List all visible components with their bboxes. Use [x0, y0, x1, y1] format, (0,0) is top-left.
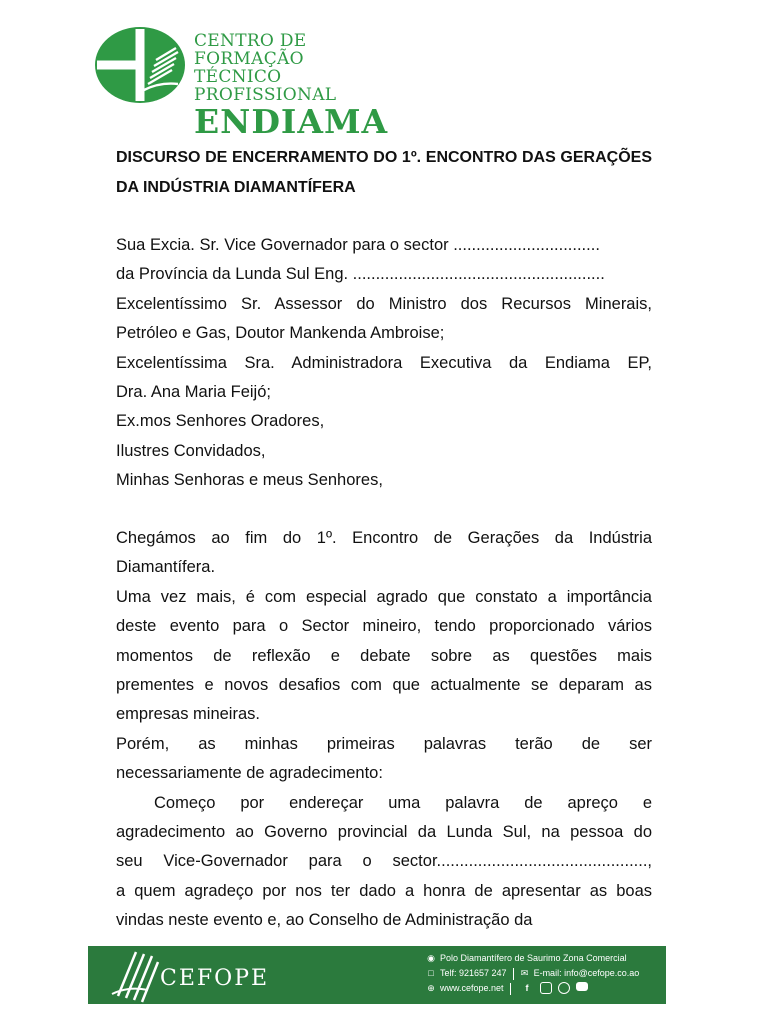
body-paragraphs: [116, 524, 652, 936]
paragraph-line: prementes e novos desafios com que actualmente se deparam as: [116, 676, 652, 695]
footer-email: E-mail: info@cefope.co.ao: [533, 968, 640, 978]
footer-banner: [88, 946, 666, 1004]
paragraph-line: momentos de reflexão e debate sobre as questões mais: [116, 646, 652, 665]
paragraph-line: Porém, as minhas primeiras palavras terão de ser: [116, 734, 652, 753]
salutation-line: Excelentíssimo Sr. Assessor do Ministro dos Recursos Minerais,: [116, 294, 652, 313]
paragraph-line: Uma vez mais, é com especial agrado que constato a importância: [116, 587, 652, 606]
email-icon: ✉: [520, 968, 529, 978]
logo-text: [194, 32, 404, 140]
document-title: DISCURSO DE ENCERRAMENTO DO 1º. ENCONTRO DAS GERAÇÕES DA INDÚSTRIA DIAMANTÍFERA: [116, 149, 652, 196]
separator: [510, 983, 511, 995]
logo-line-2: TÉCNICO PROFISSIONAL: [194, 67, 337, 105]
cefope-logo-icon: [108, 946, 168, 1004]
globe-icon: ⊕: [427, 983, 435, 993]
salutation-block: [116, 231, 652, 496]
logo-line-3: ENDIAMA: [194, 102, 389, 141]
header-logo: [94, 24, 404, 141]
footer-brand: CEFOPE: [160, 966, 270, 991]
separator: [513, 968, 514, 980]
paragraph-line: a quem agradeço por nos ter dado a honra de apresentar as boas: [116, 881, 652, 900]
social-icons: [521, 982, 588, 995]
salutation-line: Petróleo e Gas, Doutor Mankenda Ambroise;: [116, 324, 445, 343]
footer-website: www.cefope.net: [440, 983, 504, 993]
salutation-line: Minhas Senhoras e meus Senhores,: [116, 471, 383, 490]
salutation-line: Sua Excia. Sr. Vice Governador para o sector ................................: [116, 236, 600, 254]
paragraph-line: necessariamente de agradecimento:: [116, 764, 383, 783]
salutation-line: da Província da Lunda Sul Eng. .......................................................: [116, 265, 605, 284]
instagram-icon: [540, 982, 552, 994]
whatsapp-icon: [558, 982, 570, 994]
paragraph-line: deste evento para o Sector mineiro, tendo proporcionado vários: [116, 617, 652, 636]
footer-contact-info: [426, 951, 639, 996]
salutation-line: Ex.mos Senhores Oradores,: [116, 412, 325, 431]
footer-phone: Telf: 921657 247: [440, 968, 507, 978]
paragraph-line: Chegámos ao fim do 1º. Encontro de Gerações da Indústria: [116, 529, 652, 547]
endiama-logo-icon: [94, 26, 186, 104]
facebook-icon: f: [525, 983, 529, 993]
paragraph-line: empresas mineiras.: [116, 705, 260, 724]
paragraph-line: agradecimento ao Governo provincial da Lunda Sul, na pessoa do: [116, 823, 652, 842]
paragraph-line: vindas neste evento e, ao Conselho de Administração da: [116, 911, 533, 930]
paragraph-line: Diamantífera.: [116, 558, 216, 577]
salutation-line: Excelentíssima Sra. Administradora Executiva da Endiama EP,: [116, 353, 652, 372]
paragraph-line: seu Vice-Governador para o sector..............................................,: [116, 852, 652, 871]
salutation-line: Dra. Ana Maria Feijó;: [116, 383, 271, 402]
logo-line-1: CENTRO DE FORMAÇÃO: [194, 31, 307, 69]
location-pin-icon: ◉: [427, 953, 435, 963]
salutation-line: Ilustres Convidados,: [116, 441, 266, 460]
paragraph-line: Começo por endereçar uma palavra de apreço e: [154, 793, 652, 812]
phone-icon: □: [428, 968, 434, 978]
footer-address: Polo Diamantífero de Saurimo Zona Comercial: [440, 953, 627, 963]
youtube-icon: [576, 982, 588, 991]
